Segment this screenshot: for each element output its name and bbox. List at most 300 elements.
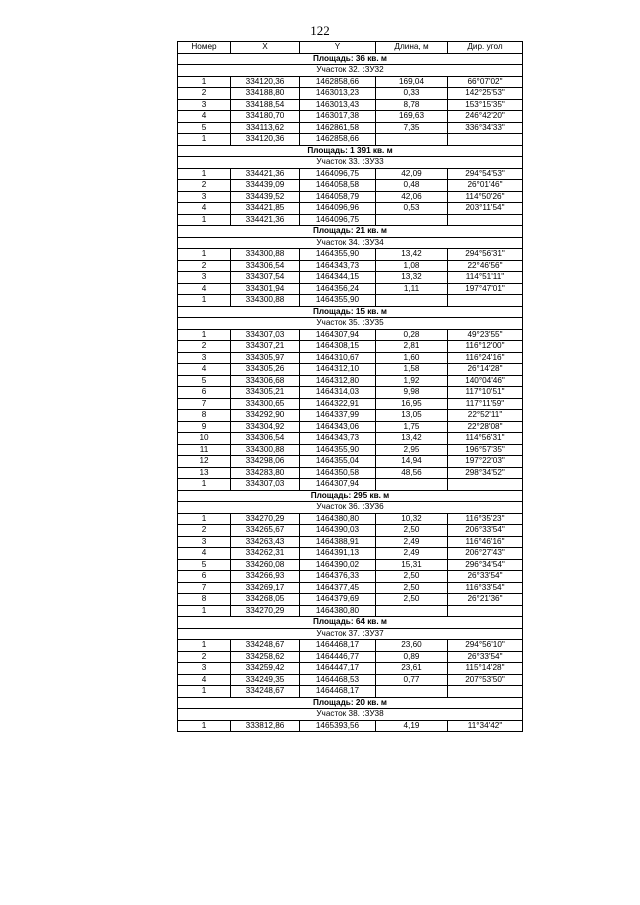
cell-number: 1	[178, 479, 231, 491]
cell-length: 1,11	[376, 283, 448, 295]
cell-x: 334298,06	[231, 456, 300, 468]
cell-x: 334263,43	[231, 536, 300, 548]
cell-number: 1	[178, 214, 231, 226]
table-row	[178, 168, 523, 180]
cell-y: 1464307,94	[300, 329, 376, 341]
cell-y: 1462858,66	[300, 134, 376, 146]
table-row	[178, 122, 523, 134]
header-number: Номер	[178, 42, 231, 54]
cell-y: 1464390,03	[300, 525, 376, 537]
cell-direction-angle: 116°46'16"	[448, 536, 523, 548]
cell-x: 334421,36	[231, 168, 300, 180]
cell-length: 0,89	[376, 651, 448, 663]
cell-number: 2	[178, 180, 231, 192]
cell-x: 334304,92	[231, 421, 300, 433]
area-label: Площадь: 21 кв. м	[178, 226, 523, 238]
cell-length: 0,53	[376, 203, 448, 215]
cell-y: 1464468,17	[300, 686, 376, 698]
cell-length: 16,95	[376, 398, 448, 410]
cell-length: 2,49	[376, 548, 448, 560]
cell-x: 334265,67	[231, 525, 300, 537]
cell-number: 7	[178, 398, 231, 410]
table-row	[178, 640, 523, 652]
section-label: Участок 37. :ЗУ37	[178, 628, 523, 640]
cell-number: 1	[178, 168, 231, 180]
cell-direction-angle: 49°23'55"	[448, 329, 523, 341]
cell-direction-angle: 116°33'54"	[448, 582, 523, 594]
cell-number: 4	[178, 283, 231, 295]
cell-direction-angle: 142°25'53"	[448, 88, 523, 100]
cell-length: 9,98	[376, 387, 448, 399]
cell-x: 334188,80	[231, 88, 300, 100]
area-label: Площадь: 1 391 кв. м	[178, 145, 523, 157]
cell-x: 334307,54	[231, 272, 300, 284]
cell-x: 334300,88	[231, 249, 300, 261]
cell-length: 14,94	[376, 456, 448, 468]
cell-x: 334307,03	[231, 479, 300, 491]
cell-x: 334260,08	[231, 559, 300, 571]
cell-y: 1464355,04	[300, 456, 376, 468]
cell-x: 334421,36	[231, 214, 300, 226]
cell-number: 1	[178, 513, 231, 525]
cell-y: 1464096,75	[300, 214, 376, 226]
cell-x: 333812,86	[231, 720, 300, 732]
cell-length: 13,42	[376, 433, 448, 445]
cell-length	[376, 479, 448, 491]
table-row	[178, 444, 523, 456]
cell-number: 3	[178, 536, 231, 548]
table-row	[178, 663, 523, 675]
cell-direction-angle	[448, 214, 523, 226]
cell-x: 334305,97	[231, 352, 300, 364]
area-label: Площадь: 36 кв. м	[178, 53, 523, 65]
area-row	[178, 617, 523, 629]
section-label: Участок 33. :ЗУ33	[178, 157, 523, 169]
cell-number: 2	[178, 260, 231, 272]
cell-y: 1464390,02	[300, 559, 376, 571]
cell-x: 334283,80	[231, 467, 300, 479]
cell-direction-angle: 66°07'02"	[448, 76, 523, 88]
section-label: Участок 38. :ЗУ38	[178, 709, 523, 721]
section-row	[178, 628, 523, 640]
area-row	[178, 697, 523, 709]
cell-y: 1464344,15	[300, 272, 376, 284]
cell-length	[376, 605, 448, 617]
cell-y: 1464312,80	[300, 375, 376, 387]
cell-y: 1464343,73	[300, 260, 376, 272]
cell-length: 42,09	[376, 168, 448, 180]
cell-y: 1464391,13	[300, 548, 376, 560]
cell-length: 13,32	[376, 272, 448, 284]
table-row	[178, 410, 523, 422]
table-row	[178, 548, 523, 560]
table-row	[178, 99, 523, 111]
table-row	[178, 203, 523, 215]
cell-x: 334300,65	[231, 398, 300, 410]
cell-direction-angle	[448, 605, 523, 617]
cell-length	[376, 134, 448, 146]
cell-number: 1	[178, 249, 231, 261]
cell-y: 1464312,10	[300, 364, 376, 376]
cell-direction-angle: 207°53'50"	[448, 674, 523, 686]
cell-number: 6	[178, 387, 231, 399]
table-row	[178, 283, 523, 295]
cell-x: 334306,54	[231, 260, 300, 272]
cell-y: 1464307,94	[300, 479, 376, 491]
cell-y: 1464377,45	[300, 582, 376, 594]
cell-y: 1464379,69	[300, 594, 376, 606]
cell-length: 0,28	[376, 329, 448, 341]
cell-number: 1	[178, 76, 231, 88]
table-row	[178, 329, 523, 341]
table-row	[178, 686, 523, 698]
cell-number: 2	[178, 341, 231, 353]
cell-x: 334307,21	[231, 341, 300, 353]
cell-length: 13,05	[376, 410, 448, 422]
table-row	[178, 605, 523, 617]
cell-number: 2	[178, 651, 231, 663]
cell-y: 1464343,73	[300, 433, 376, 445]
cell-number: 1	[178, 329, 231, 341]
table-row	[178, 571, 523, 583]
cell-number: 3	[178, 191, 231, 203]
cell-length: 2,50	[376, 594, 448, 606]
table-row	[178, 456, 523, 468]
cell-y: 1464388,91	[300, 536, 376, 548]
cell-y: 1464343,06	[300, 421, 376, 433]
cell-direction-angle: 203°11'54"	[448, 203, 523, 215]
area-label: Площадь: 15 кв. м	[178, 306, 523, 318]
area-row	[178, 306, 523, 318]
cell-number: 4	[178, 364, 231, 376]
cell-x: 334248,67	[231, 640, 300, 652]
cell-length: 13,42	[376, 249, 448, 261]
cell-number: 2	[178, 525, 231, 537]
cell-y: 1464380,80	[300, 605, 376, 617]
cell-length: 23,60	[376, 640, 448, 652]
cell-y: 1464447,17	[300, 663, 376, 675]
header-length: Длина, м	[376, 42, 448, 54]
cell-direction-angle: 246°42'20"	[448, 111, 523, 123]
cell-y: 1464380,80	[300, 513, 376, 525]
table-row	[178, 364, 523, 376]
cell-direction-angle: 114°56'31"	[448, 433, 523, 445]
cell-length: 2,50	[376, 571, 448, 583]
cell-x: 334270,29	[231, 605, 300, 617]
table-row	[178, 536, 523, 548]
cell-x: 334258,62	[231, 651, 300, 663]
cell-number: 9	[178, 421, 231, 433]
cell-x: 334301,94	[231, 283, 300, 295]
cell-y: 1464337,99	[300, 410, 376, 422]
cell-length: 4,19	[376, 720, 448, 732]
cell-direction-angle: 294°56'31"	[448, 249, 523, 261]
cell-length: 2,95	[376, 444, 448, 456]
table-row	[178, 214, 523, 226]
cell-length: 2,49	[376, 536, 448, 548]
cell-direction-angle: 26°01'46"	[448, 180, 523, 192]
cell-direction-angle: 26°33'54"	[448, 651, 523, 663]
cell-length: 2,81	[376, 341, 448, 353]
cell-number: 4	[178, 548, 231, 560]
cell-number: 1	[178, 134, 231, 146]
cell-direction-angle: 22°28'08"	[448, 421, 523, 433]
cell-x: 334266,93	[231, 571, 300, 583]
cell-direction-angle: 298°34'52"	[448, 467, 523, 479]
cell-x: 334248,67	[231, 686, 300, 698]
cell-direction-angle: 26°33'54"	[448, 571, 523, 583]
cell-x: 334305,26	[231, 364, 300, 376]
cell-y: 1464446,77	[300, 651, 376, 663]
cell-x: 334421,85	[231, 203, 300, 215]
cell-number: 5	[178, 559, 231, 571]
cell-x: 334439,52	[231, 191, 300, 203]
cell-y: 1464058,79	[300, 191, 376, 203]
cell-y: 1462861,58	[300, 122, 376, 134]
cell-number: 5	[178, 375, 231, 387]
table-row	[178, 525, 523, 537]
cell-y: 1464096,75	[300, 168, 376, 180]
header-direction-angle: Дир. угол	[448, 42, 523, 54]
cell-length: 1,08	[376, 260, 448, 272]
header-y: Y	[300, 42, 376, 54]
cell-length: 0,77	[376, 674, 448, 686]
cell-y: 1463017,38	[300, 111, 376, 123]
area-row	[178, 145, 523, 157]
table-row	[178, 249, 523, 261]
table-row	[178, 134, 523, 146]
cell-y: 1464355,90	[300, 295, 376, 307]
cell-number: 4	[178, 111, 231, 123]
section-row	[178, 502, 523, 514]
section-row	[178, 709, 523, 721]
cell-x: 334269,17	[231, 582, 300, 594]
table-row	[178, 421, 523, 433]
cell-direction-angle: 117°10'51"	[448, 387, 523, 399]
cell-direction-angle: 206°33'54"	[448, 525, 523, 537]
cell-number: 11	[178, 444, 231, 456]
table-row	[178, 479, 523, 491]
cell-direction-angle: 140°04'46"	[448, 375, 523, 387]
cell-number: 10	[178, 433, 231, 445]
cell-length: 2,50	[376, 582, 448, 594]
cell-x: 334262,31	[231, 548, 300, 560]
cell-length: 0,33	[376, 88, 448, 100]
cell-direction-angle	[448, 134, 523, 146]
cell-direction-angle: 114°51'11"	[448, 272, 523, 284]
cell-number: 1	[178, 640, 231, 652]
cell-length: 7,35	[376, 122, 448, 134]
table-row	[178, 341, 523, 353]
cell-direction-angle	[448, 686, 523, 698]
cell-direction-angle: 206°27'43"	[448, 548, 523, 560]
section-label: Участок 32. :ЗУ32	[178, 65, 523, 77]
section-row	[178, 65, 523, 77]
cell-direction-angle: 197°22'03"	[448, 456, 523, 468]
header-x: X	[231, 42, 300, 54]
section-label: Участок 36. :ЗУ36	[178, 502, 523, 514]
cell-length: 169,63	[376, 111, 448, 123]
area-row	[178, 490, 523, 502]
cell-length: 1,92	[376, 375, 448, 387]
cell-number: 3	[178, 663, 231, 675]
table-row	[178, 387, 523, 399]
cell-direction-angle: 26°14'28"	[448, 364, 523, 376]
cell-direction-angle: 22°52'11"	[448, 410, 523, 422]
cell-length: 42,06	[376, 191, 448, 203]
cell-direction-angle: 115°14'28"	[448, 663, 523, 675]
section-row	[178, 318, 523, 330]
cell-number: 1	[178, 605, 231, 617]
cell-number: 12	[178, 456, 231, 468]
cell-y: 1463013,23	[300, 88, 376, 100]
cell-direction-angle: 116°35'23"	[448, 513, 523, 525]
cell-y: 1464314,03	[300, 387, 376, 399]
cell-length: 1,75	[376, 421, 448, 433]
cell-number: 13	[178, 467, 231, 479]
cell-x: 334120,36	[231, 76, 300, 88]
cell-number: 3	[178, 352, 231, 364]
cell-direction-angle: 114°50'26"	[448, 191, 523, 203]
cell-y: 1465393,56	[300, 720, 376, 732]
cell-y: 1464350,58	[300, 467, 376, 479]
table-row	[178, 398, 523, 410]
cell-direction-angle: 22°46'56"	[448, 260, 523, 272]
cell-x: 334300,88	[231, 444, 300, 456]
cell-x: 334249,35	[231, 674, 300, 686]
cell-x: 334305,21	[231, 387, 300, 399]
cell-direction-angle: 294°56'10"	[448, 640, 523, 652]
cell-length: 0,48	[376, 180, 448, 192]
cell-length: 2,50	[376, 525, 448, 537]
cell-number: 8	[178, 410, 231, 422]
table-row	[178, 467, 523, 479]
section-row	[178, 157, 523, 169]
table-row	[178, 352, 523, 364]
cell-length: 8,78	[376, 99, 448, 111]
cell-direction-angle: 197°47'01"	[448, 283, 523, 295]
cell-length: 1,58	[376, 364, 448, 376]
cell-number: 7	[178, 582, 231, 594]
cell-y: 1463013,43	[300, 99, 376, 111]
cell-length	[376, 214, 448, 226]
cell-number: 1	[178, 720, 231, 732]
table-row	[178, 674, 523, 686]
area-label: Площадь: 20 кв. м	[178, 697, 523, 709]
cell-number: 1	[178, 686, 231, 698]
cell-length: 10,32	[376, 513, 448, 525]
coordinates-table	[177, 41, 523, 732]
cell-direction-angle: 294°54'53"	[448, 168, 523, 180]
table-row	[178, 720, 523, 732]
cell-length: 23,61	[376, 663, 448, 675]
table-row	[178, 559, 523, 571]
cell-x: 334268,05	[231, 594, 300, 606]
cell-y: 1464322,91	[300, 398, 376, 410]
cell-direction-angle	[448, 295, 523, 307]
table-row	[178, 582, 523, 594]
cell-y: 1464058,58	[300, 180, 376, 192]
cell-number: 6	[178, 571, 231, 583]
cell-direction-angle: 336°34'33"	[448, 122, 523, 134]
cell-length: 1,60	[376, 352, 448, 364]
cell-direction-angle: 26°21'36"	[448, 594, 523, 606]
cell-number: 3	[178, 99, 231, 111]
cell-length: 48,56	[376, 467, 448, 479]
cell-number: 8	[178, 594, 231, 606]
cell-x: 334306,68	[231, 375, 300, 387]
cell-y: 1464468,53	[300, 674, 376, 686]
section-row	[178, 237, 523, 249]
table-row	[178, 111, 523, 123]
cell-x: 334120,36	[231, 134, 300, 146]
cell-x: 334307,03	[231, 329, 300, 341]
table-row	[178, 375, 523, 387]
area-label: Площадь: 64 кв. м	[178, 617, 523, 629]
cell-x: 334188,54	[231, 99, 300, 111]
cell-x: 334292,90	[231, 410, 300, 422]
cell-direction-angle: 116°12'00"	[448, 341, 523, 353]
table-row	[178, 651, 523, 663]
cell-y: 1464355,90	[300, 444, 376, 456]
area-label: Площадь: 295 кв. м	[178, 490, 523, 502]
cell-number: 2	[178, 88, 231, 100]
cell-y: 1464308,15	[300, 341, 376, 353]
cell-y: 1464355,90	[300, 249, 376, 261]
cell-x: 334259,42	[231, 663, 300, 675]
cell-direction-angle: 296°34'54"	[448, 559, 523, 571]
cell-number: 5	[178, 122, 231, 134]
page-number: 122	[310, 23, 330, 38]
cell-length: 15,31	[376, 559, 448, 571]
cell-direction-angle: 11°34'42"	[448, 720, 523, 732]
cell-number: 4	[178, 674, 231, 686]
cell-length	[376, 295, 448, 307]
area-row	[178, 53, 523, 65]
cell-number: 1	[178, 295, 231, 307]
area-row	[178, 226, 523, 238]
table-row	[178, 191, 523, 203]
table-row	[178, 295, 523, 307]
cell-y: 1462858,66	[300, 76, 376, 88]
table-row	[178, 88, 523, 100]
cell-y: 1464096,96	[300, 203, 376, 215]
cell-direction-angle: 117°11'59"	[448, 398, 523, 410]
cell-y: 1464376,33	[300, 571, 376, 583]
cell-x: 334113,62	[231, 122, 300, 134]
table-row	[178, 433, 523, 445]
section-label: Участок 35. :ЗУ35	[178, 318, 523, 330]
cell-x: 334439,09	[231, 180, 300, 192]
cell-number: 3	[178, 272, 231, 284]
cell-y: 1464468,17	[300, 640, 376, 652]
cell-x: 334300,88	[231, 295, 300, 307]
cell-x: 334306,54	[231, 433, 300, 445]
cell-x: 334180,70	[231, 111, 300, 123]
cell-direction-angle: 196°57'35"	[448, 444, 523, 456]
table-row	[178, 180, 523, 192]
cell-length: 169,04	[376, 76, 448, 88]
section-label: Участок 34. :ЗУ34	[178, 237, 523, 249]
cell-number: 4	[178, 203, 231, 215]
cell-direction-angle	[448, 479, 523, 491]
table-header-row	[178, 42, 523, 54]
cell-length	[376, 686, 448, 698]
cell-direction-angle: 153°15'35"	[448, 99, 523, 111]
cell-y: 1464356,24	[300, 283, 376, 295]
table-row	[178, 76, 523, 88]
cell-x: 334270,29	[231, 513, 300, 525]
